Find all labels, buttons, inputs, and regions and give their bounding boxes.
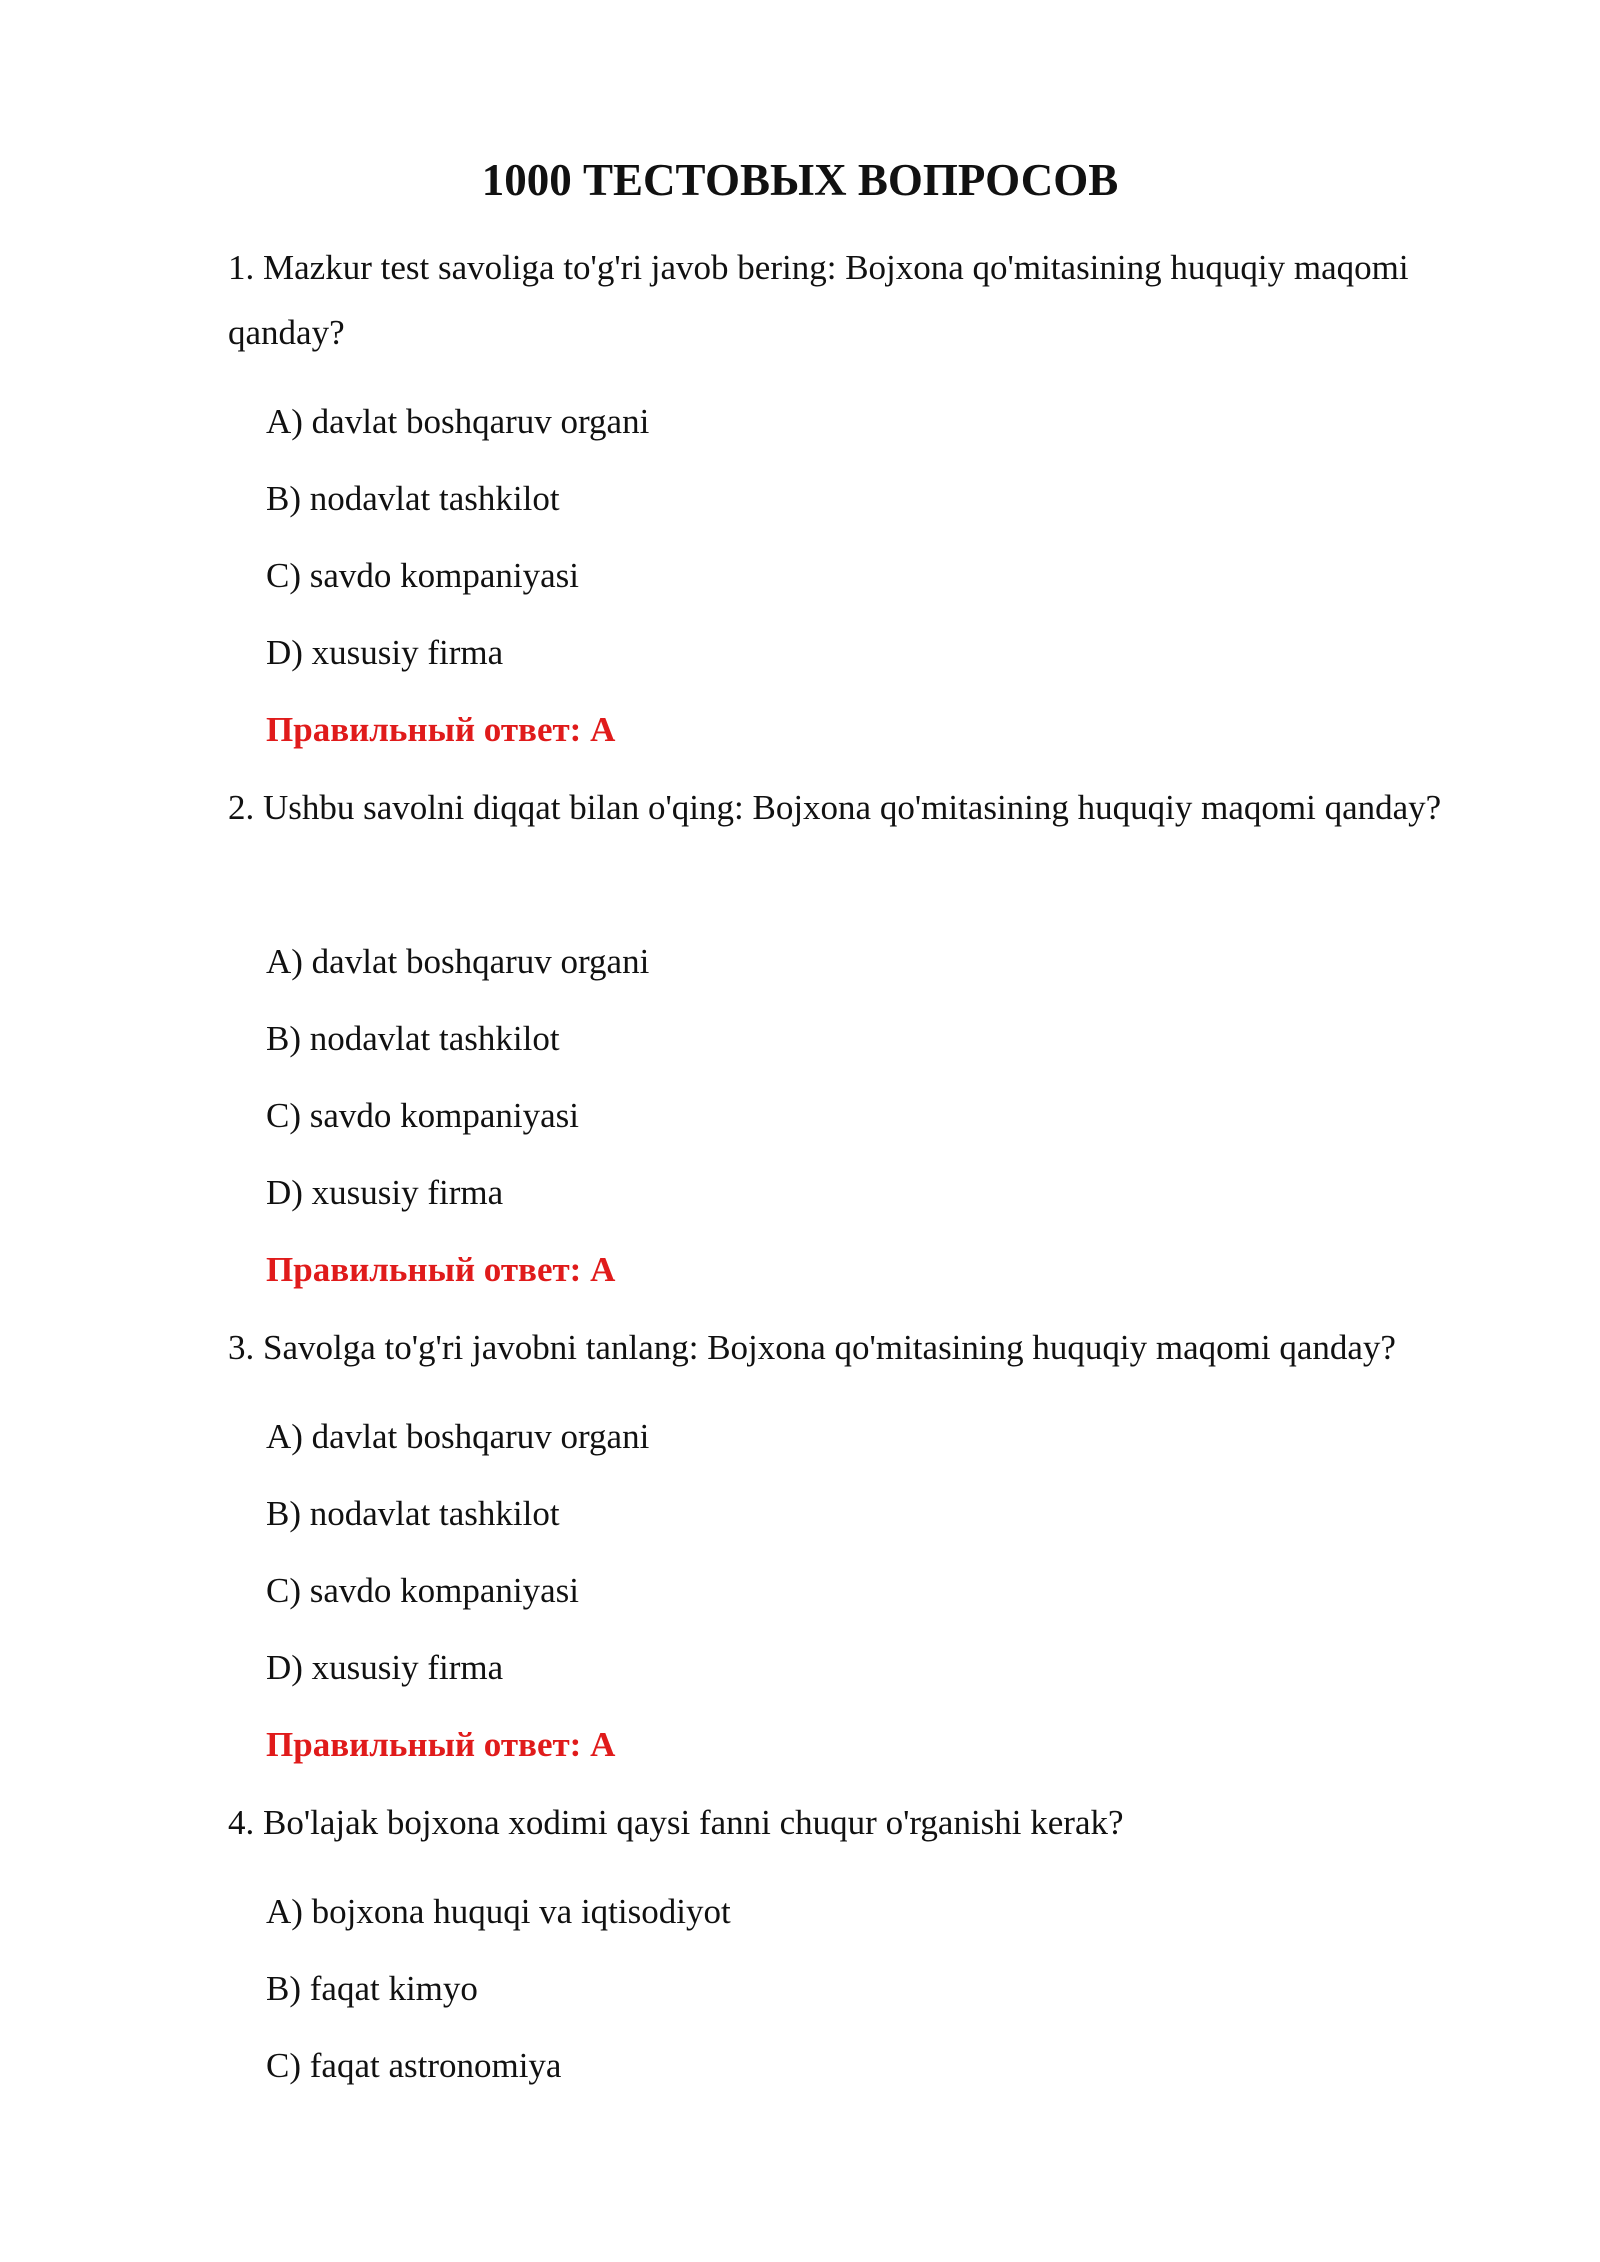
- question-2-option-b: B) nodavlat tashkilot: [266, 1019, 560, 1058]
- question-1-option-d: D) xususiy firma: [266, 633, 504, 672]
- question-3-text: 3. Savolga to'g'ri javobni tanlang: Bojxona qo'mitasining huquqiy maqomi qanday?: [228, 1328, 1396, 1367]
- question-2-text: 2. Ushbu savolni diqqat bilan o'qing: Bojxona qo'mitasining huquqiy maqomi qanday?: [228, 788, 1442, 827]
- question-4-option-a: A) bojxona huquqi va iqtisodiyot: [266, 1892, 731, 1931]
- question-4-option-c: C) faqat astronomiya: [266, 2046, 562, 2085]
- question-2-option-d: D) xususiy firma: [266, 1173, 504, 1212]
- question-3-option-d: D) xususiy firma: [266, 1648, 504, 1687]
- question-3-option-c: C) savdo kompaniyasi: [266, 1571, 580, 1610]
- question-2-option-c: C) savdo kompaniyasi: [266, 1096, 580, 1135]
- question-3-answer: Правильный ответ: A: [266, 1725, 616, 1764]
- question-3-option-a: A) davlat boshqaruv organi: [266, 1417, 650, 1456]
- question-2-option-a: A) davlat boshqaruv organi: [266, 942, 650, 981]
- question-1-text: 1. Mazkur test savoliga to'g'ri javob bering: Bojxona qo'mitasining huquqiy maqomi qanday?: [228, 248, 1409, 352]
- question-4-text: 4. Bo'lajak bojxona xodimi qaysi fanni chuqur o'rganishi kerak?: [228, 1803, 1124, 1842]
- question-1-option-b: B) nodavlat tashkilot: [266, 479, 560, 518]
- question-4-option-b: B) faqat kimyo: [266, 1969, 478, 2008]
- question-2-answer: Правильный ответ: A: [266, 1250, 616, 1289]
- question-1-option-a: A) davlat boshqaruv organi: [266, 402, 650, 441]
- question-1-option-c: C) savdo kompaniyasi: [266, 556, 580, 595]
- question-1-answer: Правильный ответ: A: [266, 710, 616, 749]
- question-3-option-b: B) nodavlat tashkilot: [266, 1494, 560, 1533]
- document-title: 1000 ТЕСТОВЫХ ВОПРОСОВ: [481, 155, 1119, 205]
